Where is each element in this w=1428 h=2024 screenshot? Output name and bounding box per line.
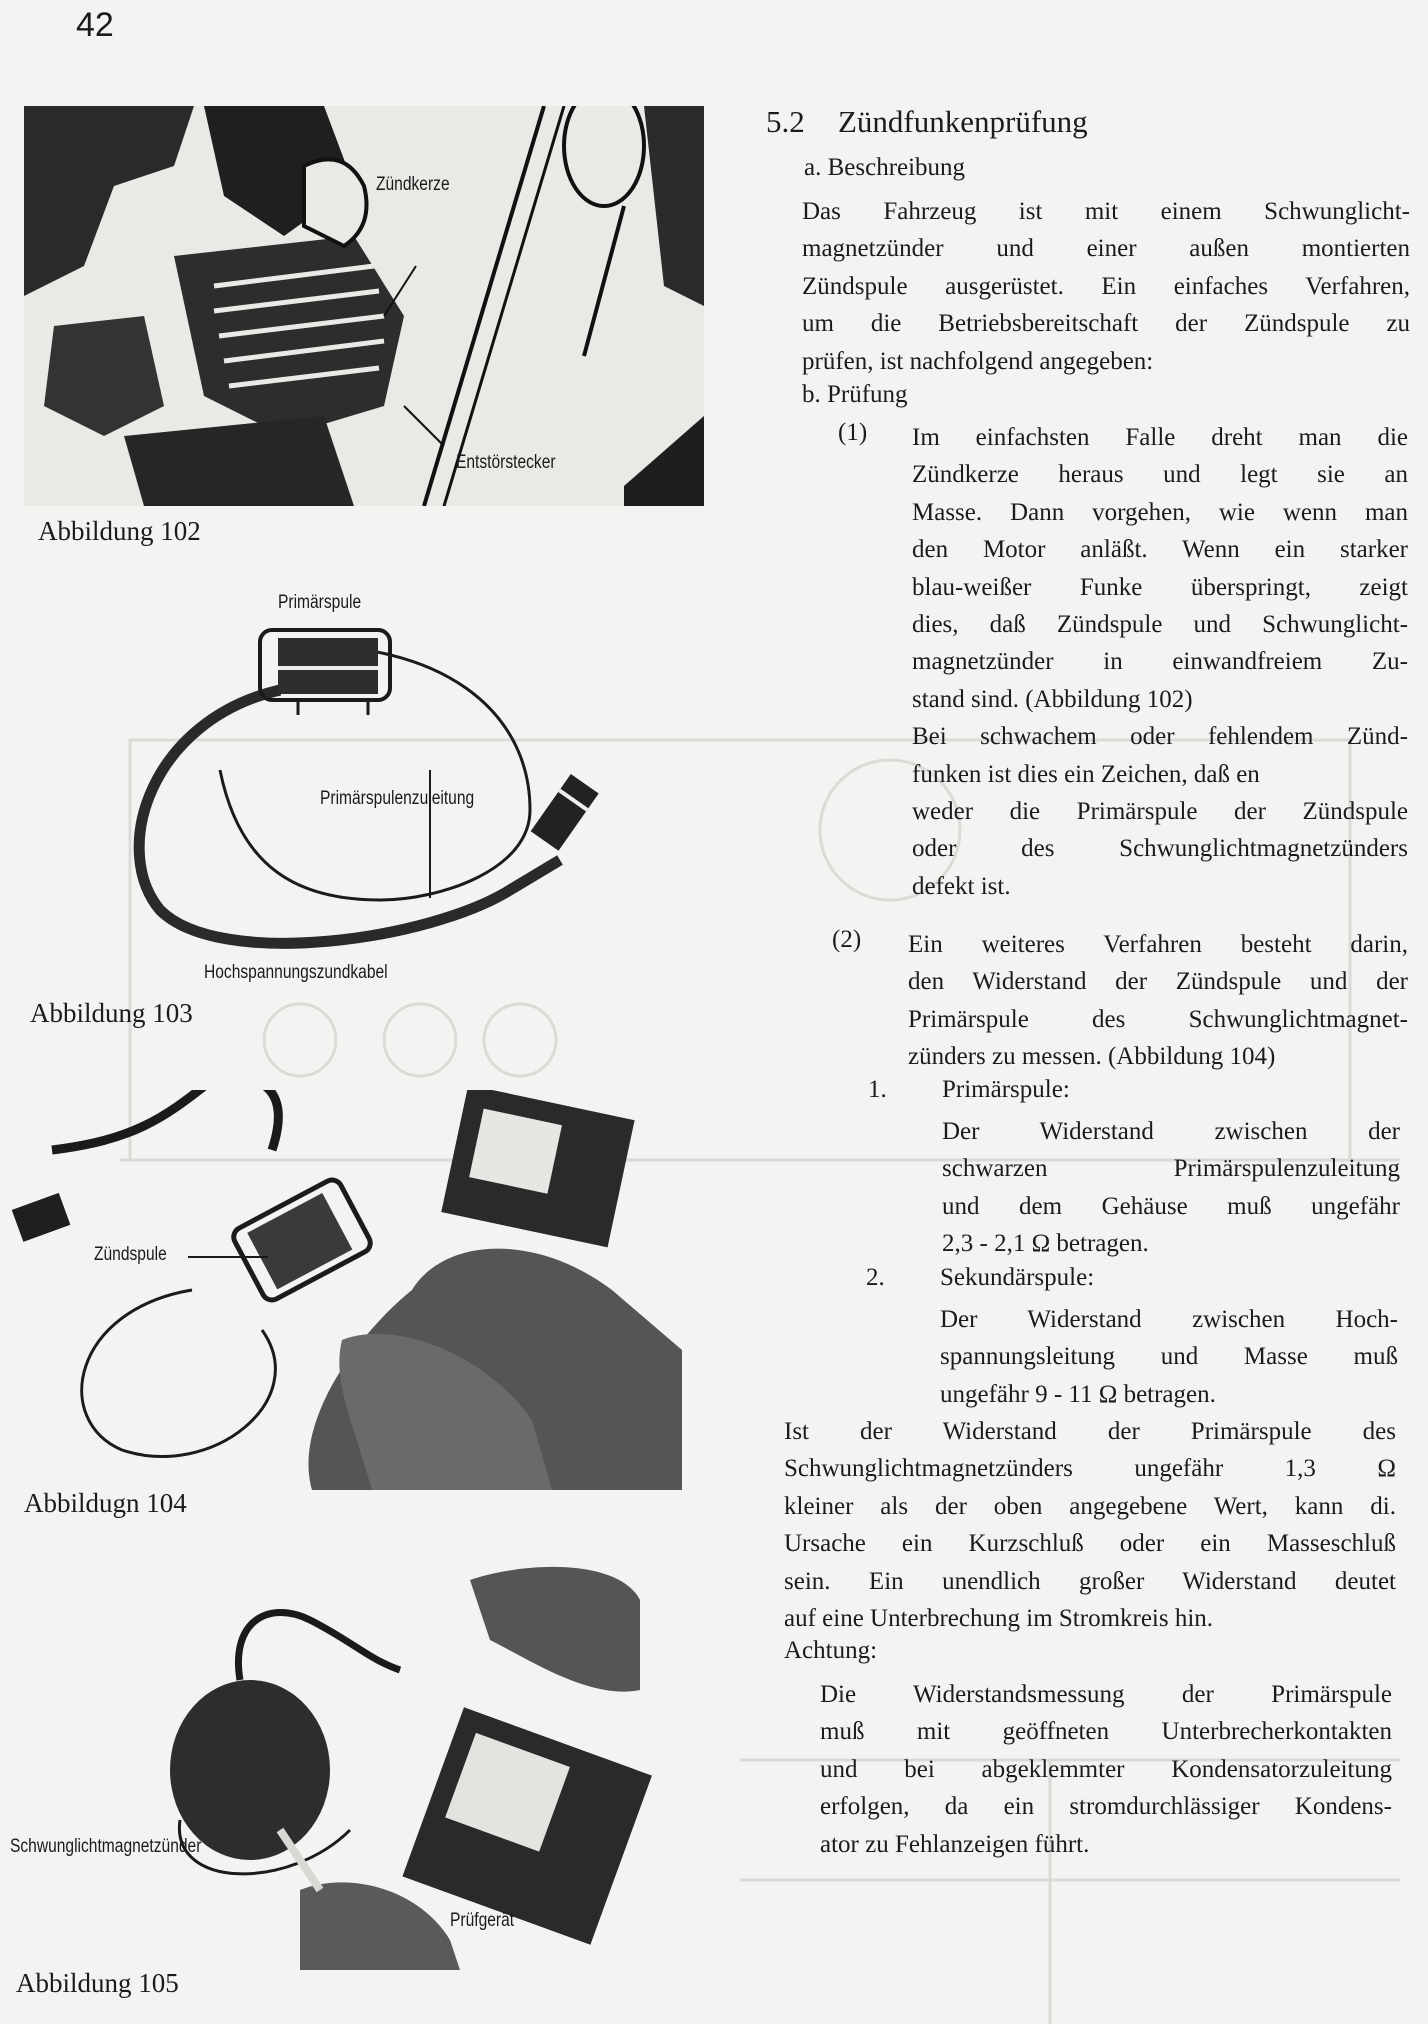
text-line: ator zu Fehlanzeigen führt. xyxy=(820,1830,1090,1858)
text-line: spannungsleitung und Masse muß xyxy=(940,1343,1398,1371)
text-line: blau-weißer Funke überspringt, zeigt xyxy=(912,573,1408,601)
subsection-b-label: b. Prüfung xyxy=(802,381,908,408)
text-line: sein. Ein unendlich großer Widerstand deutet xyxy=(784,1567,1396,1595)
text-line: magnetzünder in einwandfreiem Zu- xyxy=(912,648,1408,676)
figure-105-label-pruefgeraet: Prüfgerät xyxy=(450,1910,515,1931)
substep-1-marker: 1. xyxy=(868,1076,887,1103)
text-line: Der Widerstand zwischen der xyxy=(942,1118,1400,1145)
figure-104-label-zuendspule: Zündspule xyxy=(94,1244,167,1265)
section-number: 5.2 xyxy=(766,104,805,139)
text-line: Primärspule des Schwunglichtmagnet- xyxy=(908,1005,1408,1033)
text-line: dies, daß Zündspule und Schwunglicht- xyxy=(912,610,1408,638)
text-line: muß mit geöffneten Unterbrecherkontakten xyxy=(820,1718,1392,1746)
text-line: Masse. Dann vorgehen, wie wenn man xyxy=(912,498,1408,526)
text-line: funken ist dies ein Zeichen, daß en xyxy=(912,760,1260,788)
figure-103-caption: Abbildung 103 xyxy=(30,998,193,1028)
text-line: auf eine Unterbrechung im Stromkreis hin. xyxy=(784,1604,1214,1632)
figure-105-image xyxy=(150,1560,690,1970)
substep-2-paragraph xyxy=(940,1301,1398,1413)
substep-1-paragraph xyxy=(942,1113,1400,1263)
text-line: den Motor anläßt. Wenn ein starker xyxy=(912,536,1408,564)
subsection-a-label: a. Beschreibung xyxy=(804,154,966,181)
text-line: 2,3 - 2,1 Ω betragen. xyxy=(942,1230,1149,1258)
text-line: Schwunglichtmagnetzünders ungefähr 1,3 Ω xyxy=(784,1455,1396,1483)
text-line: Das Fahrzeug ist mit einem Schwunglicht- xyxy=(802,198,1410,225)
text-line: Bei schwachem oder fehlendem Zünd- xyxy=(912,723,1408,751)
figure-103-label-primaerspulenzuleitung: Primärspulenzuleitung xyxy=(320,788,475,809)
text-line: um die Betriebsbereitschaft der Zündspule zu xyxy=(802,310,1410,338)
description-paragraph xyxy=(802,193,1410,380)
figure-104-image xyxy=(12,1090,692,1490)
figure-105-label-schwunglichtmagnetzuender: Schwunglichtmagnetzünder xyxy=(10,1836,202,1857)
figure-102-label-zuendkerze: Zündkerze xyxy=(376,174,450,195)
text-line: Zündspule ausgerüstet. Ein einfaches Verfahren, xyxy=(802,272,1410,300)
text-line: Ursache ein Kurzschluß oder ein Masseschluß xyxy=(784,1530,1396,1558)
section-heading xyxy=(766,104,1088,140)
text-line: und bei abgeklemmter Kondensatorzuleitung xyxy=(820,1755,1392,1783)
text-line: Zündkerze heraus und legt sie an xyxy=(912,461,1408,489)
figure-103-label-primaerspule: Primärspule xyxy=(278,592,362,613)
resistance-paragraph xyxy=(784,1413,1396,1637)
text-line: Ist der Widerstand der Primärspule des xyxy=(784,1418,1396,1445)
text-line: weder die Primärspule der Zündspule xyxy=(912,797,1408,825)
step-1-marker: (1) xyxy=(838,419,868,446)
figure-104-leader-line xyxy=(188,1255,268,1259)
text-line: Die Widerstandsmessung der Primärspule xyxy=(820,1681,1392,1708)
figure-103-label-hochspannungszundkabel: Hochspannungszundkabel xyxy=(204,962,388,983)
text-line: zünders zu messen. (Abbildung 104) xyxy=(908,1043,1276,1071)
figure-104-caption: Abbildugn 104 xyxy=(24,1488,187,1518)
text-line: prüfen, ist nachfolgend angegeben: xyxy=(802,347,1154,375)
figure-102-image xyxy=(24,106,704,506)
substep-2-marker: 2. xyxy=(866,1264,885,1291)
warning-paragraph xyxy=(820,1676,1392,1863)
substep-2-title: Sekundärspule: xyxy=(940,1264,1095,1291)
text-line: Ein weiteres Verfahren besteht darin, xyxy=(908,931,1408,958)
step-2-paragraph xyxy=(908,926,1408,1076)
figure-102-caption: Abbildung 102 xyxy=(38,516,201,546)
text-line: kleiner als der oben angegebene Wert, kann di. xyxy=(784,1492,1396,1520)
text-line: Der Widerstand zwischen Hoch- xyxy=(940,1306,1398,1333)
warning-label: Achtung: xyxy=(784,1637,878,1664)
text-line: und dem Gehäuse muß ungefähr xyxy=(942,1192,1400,1220)
page-number: 42 xyxy=(76,6,114,44)
step-1-paragraph xyxy=(912,419,1408,905)
step-2-marker: (2) xyxy=(832,926,862,953)
figure-102-label-entstoerstecker: Entstörstecker xyxy=(456,452,556,473)
section-title: Zündfunkenprüfung xyxy=(838,104,1088,139)
text-line: ungefähr 9 - 11 Ω betragen. xyxy=(940,1380,1216,1408)
figure-105-caption: Abbildung 105 xyxy=(16,1968,179,1998)
text-line: oder des Schwunglichtmagnetzünders xyxy=(912,835,1408,863)
text-line: Im einfachsten Falle dreht man die xyxy=(912,424,1408,451)
text-line: stand sind. (Abbildung 102) xyxy=(912,685,1193,713)
text-line: den Widerstand der Zündspule und der xyxy=(908,968,1408,996)
text-line: defekt ist. xyxy=(912,872,1011,900)
substep-1-title: Primärspule: xyxy=(942,1076,1070,1103)
text-line: magnetzünder und einer außen montierten xyxy=(802,235,1410,263)
text-line: schwarzen Primärspulenzuleitung xyxy=(942,1155,1400,1183)
text-line: erfolgen, da ein stromdurchlässiger Kondens- xyxy=(820,1793,1392,1821)
